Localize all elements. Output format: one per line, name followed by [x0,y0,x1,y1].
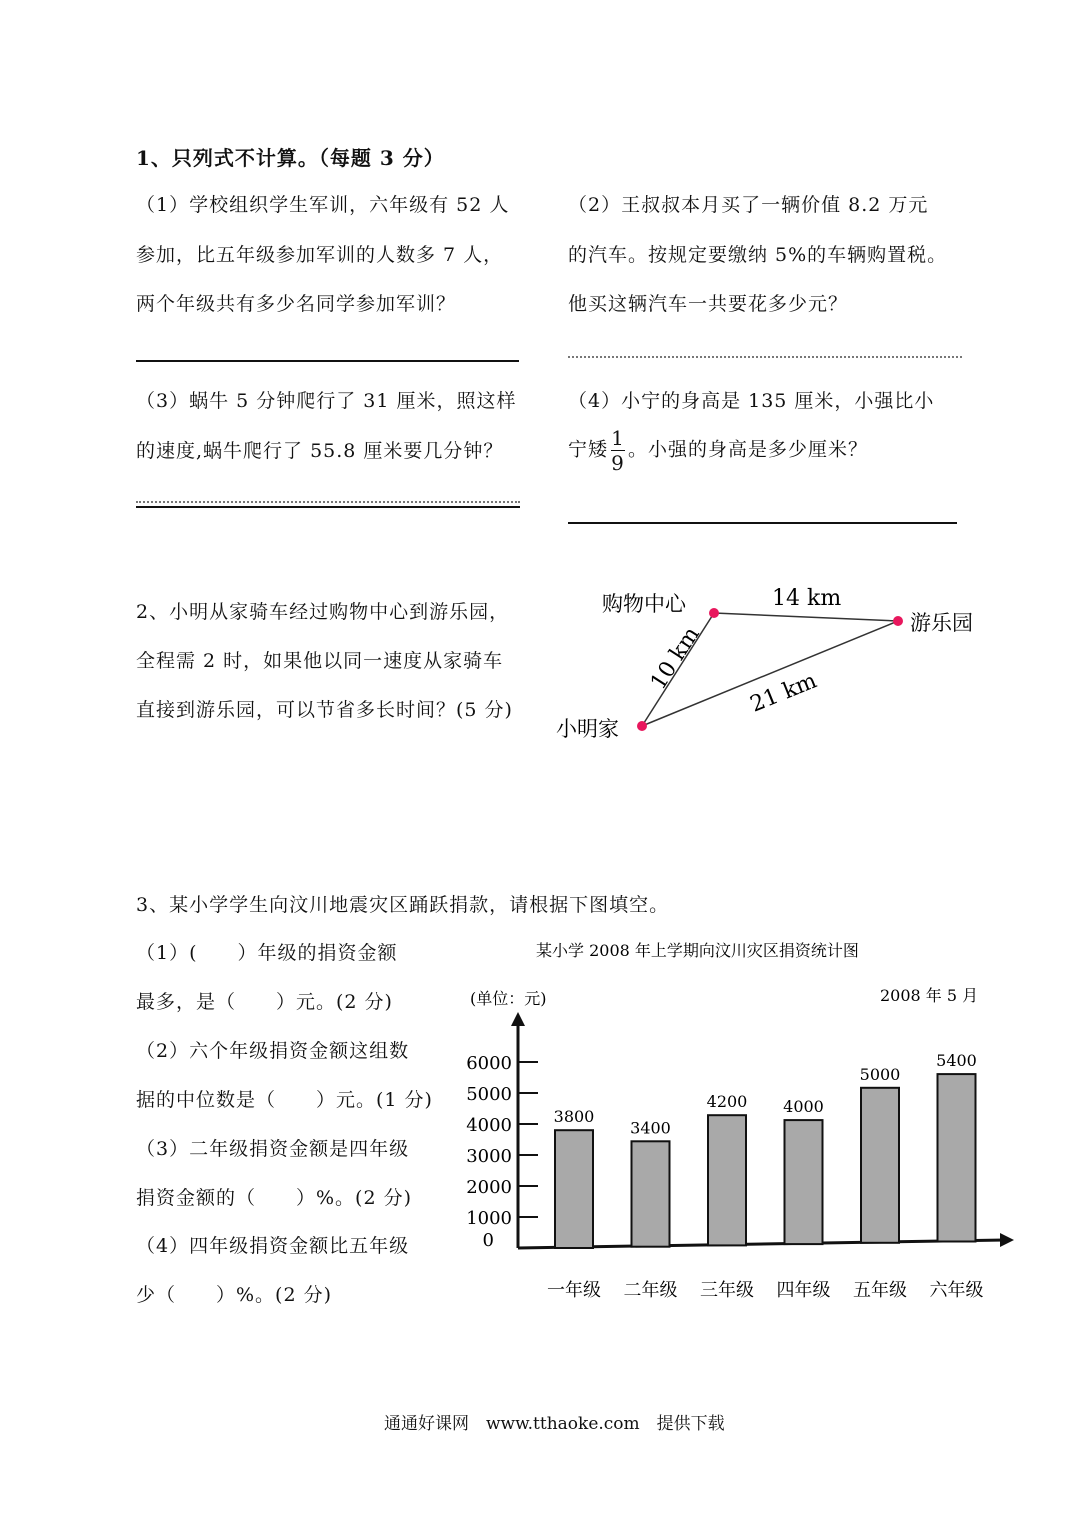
y-tick-label: 6000 [466,1053,512,1074]
distance-shop-park-label: 14 km [772,586,842,611]
y-tick-label: 1000 [466,1208,512,1229]
s3-q1-line1: （1）( ）年级的捐资金额 [136,942,398,964]
y-tick-label: 4000 [466,1115,512,1136]
s3-q4-line2: 少（ ）%。(2 分) [136,1284,333,1306]
category-label: 五年级 [853,1280,907,1301]
bar [708,1115,746,1245]
section3-heading: 3、某小学学生向汶川地震灾区踊跃捐款，请根据下图填空。 [136,894,670,916]
s3-q2-line2: 据的中位数是（ ）元。(1 分) [136,1089,433,1111]
q2-section-line1: 2、小明从家骑车经过购物中心到游乐园， [136,601,510,623]
bar-value-label: 3400 [630,1118,671,1138]
value-labels [554,1051,977,1137]
s3-q3-line2: 捐资金额的（ ）%。(2 分) [136,1187,413,1209]
q3-line1: （3）蜗牛 5 分钟爬行了 31 厘米，照这样 [136,390,517,412]
bars [555,1074,976,1248]
y-axis-arrow [511,1012,525,1026]
bar [785,1120,823,1244]
distance-home-shop-label: 10 km [646,622,705,695]
distance-home-park-label: 21 km [746,668,821,718]
footer: 通通好课网 www.tthaoke.com 提供下载 [384,1414,725,1434]
amusement-park-label: 游乐园 [910,611,973,635]
y-tick-label: 2000 [466,1177,512,1198]
shopping-center-point [709,608,719,618]
s3-q2-line1: （2）六个年级捐资金额这组数 [136,1040,410,1062]
fraction-numerator: 1 [611,426,625,450]
q3-answer-line[interactable] [136,506,520,508]
category-labels [547,1279,984,1301]
q1-line1: （1）学校组织学生军训，六年级有 52 人 [136,194,510,216]
q4-text-after: 。小强的身高是多少厘米？ [628,438,869,461]
y-tick-label: 5000 [466,1084,512,1105]
chart-date-label: 2008 年 5 月 [880,986,979,1005]
amusement-park-point [893,616,903,626]
section1-heading: 1、只列式不计算。（每题 3 分） [136,146,445,170]
category-label: 四年级 [776,1280,831,1301]
y-tick-label: 3000 [466,1146,512,1167]
q4-line1: （4）小宁的身高是 135 厘米，小强比小 [568,390,935,412]
q2-answer-line[interactable] [568,356,962,358]
q1-line2: 参加，比五年级参加军训的人数多 7 人， [136,244,504,266]
bar [861,1088,899,1243]
donation-bar-chart [460,930,1030,1310]
q4-line2 [568,428,868,473]
bar-value-label: 5000 [859,1064,901,1084]
home-point [637,721,647,731]
category-label: 六年级 [929,1280,984,1301]
q2-line1: （2）王叔叔本月买了一辆价值 8.2 万元 [568,194,929,216]
q4-text-before: 宁矮 [568,438,609,461]
fraction-denominator: 9 [611,451,625,475]
shopping-center-label: 购物中心 [602,592,686,616]
bar-value-label: 3800 [553,1107,595,1127]
q1-line3: 两个年级共有多少名同学参加军训？ [136,293,457,315]
x-axis-arrow [1000,1233,1014,1247]
q3-line2: 的速度,蜗牛爬行了 55.8 厘米要几分钟？ [136,440,504,462]
road-shop-park [714,613,898,621]
home-label: 小明家 [556,717,619,741]
chart-unit-label: (单位：元) [470,989,547,1008]
category-label: 一年级 [547,1280,601,1301]
category-label: 二年级 [623,1280,678,1301]
q1-answer-line[interactable] [136,360,519,362]
bar [938,1074,976,1241]
q2-section-line3: 直接到游乐园，可以节省多长时间？(5 分) [136,699,513,721]
bar [555,1130,593,1248]
y-axis [466,1012,538,1251]
s3-q3-line1: （3）二年级捐资金额是四年级 [136,1138,410,1160]
chart-title: 某小学 2008 年上学期向汶川灾区捐资统计图 [536,941,859,960]
bar-value-label: 4000 [783,1097,824,1117]
s3-q1-line2: 最多，是（ ）元。(2 分) [136,991,393,1013]
bar-value-label: 4200 [706,1092,748,1112]
route-map [550,575,1000,755]
one-ninth-fraction [611,428,625,473]
q2-section-line2: 全程需 2 时，如果他以同一速度从家骑车 [136,650,504,672]
s3-q4-line1: （4）四年级捐资金额比五年级 [136,1235,410,1257]
q2-line3: 他买这辆汽车一共要花多少元？ [568,293,849,315]
q2-line2: 的汽车。按规定要缴纳 5%的车辆购置税。 [568,244,948,266]
y-tick-label: 0 [482,1230,494,1251]
q4-answer-line[interactable] [568,522,957,524]
category-label: 三年级 [700,1280,754,1301]
bar-value-label: 5400 [936,1051,977,1071]
q3-answer-dots [136,501,520,503]
bar [632,1141,670,1246]
